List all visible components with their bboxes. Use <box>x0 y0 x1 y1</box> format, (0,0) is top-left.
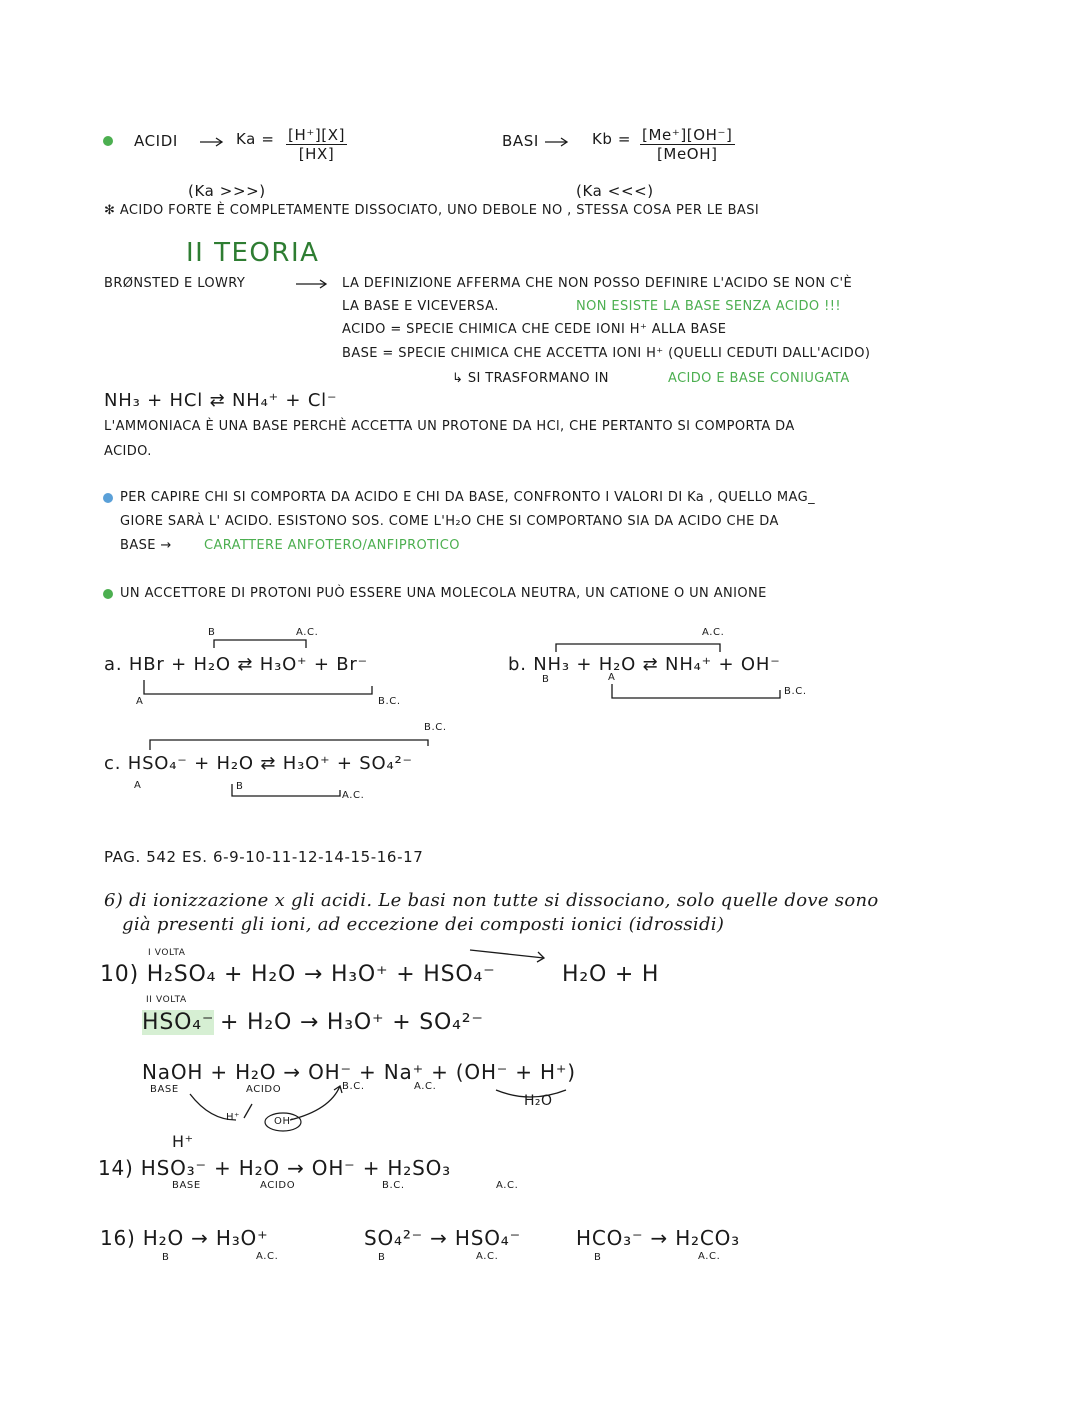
ka-strong-note: (Ka >>>) <box>188 182 266 200</box>
ka-fraction <box>286 126 347 163</box>
naoh-acid-label: ACIDO <box>246 1084 282 1095</box>
ex-c-equation: c. HSO₄⁻ + H₂O ⇄ H₃O⁺ + SO₄²⁻ <box>104 753 413 774</box>
amphoteric-label: CARATTERE ANFOTERO/ANFIPROTICO <box>204 538 460 553</box>
bullet-1-line-2: GIORE SARÀ L' ACIDO. ESISTONO SOS. COME L'H₂O CHE SI COMPORTANO SIA DA ACIDO CHE DA <box>120 514 779 529</box>
ex-a-label-ac: A.C. <box>296 627 319 638</box>
ex-a-label-a: A <box>136 696 144 707</box>
section-title: II TEORIA <box>186 238 320 268</box>
ex-c-label-a: A <box>134 780 142 791</box>
ex-b-label-bc: B.C. <box>784 686 807 697</box>
bullet-dot <box>103 136 113 146</box>
ex14-bc-label: B.C. <box>382 1180 405 1191</box>
bullet-dot <box>103 589 113 599</box>
ex-a-label-bc: B.C. <box>378 696 401 707</box>
ex16-carbonate-ac-label: A.C. <box>698 1251 721 1262</box>
ammonia-explanation-1: L'AMMONIACA È UNA BASE PERCHÈ ACCETTA UN PROTONE DA HCl, CHE PERTANTO SI COMPORTA DA <box>104 419 795 434</box>
ex10-hso4-highlight: HSO₄⁻ <box>142 1010 215 1035</box>
ex-c-label-b: B <box>236 781 244 792</box>
ex-b-label-a: A <box>608 672 616 683</box>
ex-c-label-ac: A.C. <box>342 790 365 801</box>
kb-denominator: [MeOH] <box>656 145 718 163</box>
theory-line-1: LA DEFINIZIONE AFFERMA CHE NON POSSO DEFINIRE L'ACIDO SE NON C'È <box>342 276 853 291</box>
theory-line-2-emphasis: NON ESISTE LA BASE SENZA ACIDO !!! <box>576 299 841 314</box>
strong-acid-note: ✻ ACIDO FORTE È COMPLETAMENTE DISSOCIATO, UNO DEBOLE NO , STESSA COSA PER LE BASI <box>104 203 760 218</box>
ex14-proton-label: H⁺ <box>172 1132 194 1151</box>
naoh-water-label: H₂O <box>524 1093 553 1109</box>
theory-line-2: LA BASE E VICEVERSA. <box>342 299 499 314</box>
ammonia-explanation-2: ACIDO. <box>104 444 152 459</box>
theory-authors: BRØNSTED E LOWRY <box>104 276 246 291</box>
exercises-header: PAG. 542 ES. 6-9-10-11-12-14-15-16-17 <box>104 848 424 866</box>
ex10-first-step-label: I VOLTA <box>148 948 186 958</box>
ex-b-label-ac: A.C. <box>702 627 725 638</box>
ex-b-equation: b. NH₃ + H₂O ⇄ NH₄⁺ + OH⁻ <box>508 654 781 675</box>
ex16-sulfate-equation: SO₄²⁻ → HSO₄⁻ <box>364 1226 521 1250</box>
ka-weak-note: (Ka <<<) <box>576 182 654 200</box>
bullet-2: UN ACCETTORE DI PROTONI PUÒ ESSERE UNA MOLECOLA NEUTRA, UN CATIONE O UN ANIONE <box>120 586 767 601</box>
ex10-side-note: H₂O + H <box>562 962 660 987</box>
bullet-1-line-1: PER CAPIRE CHI SI COMPORTA DA ACIDO E CHI DA BASE, CONFRONTO I VALORI DI Ka , QUELLO MAG_ <box>120 490 815 505</box>
theory-line-5-emphasis: ACIDO E BASE CONIUGATA <box>668 371 850 386</box>
bullet-dot <box>103 493 113 503</box>
ka-label: Ka = <box>236 130 275 148</box>
ka-numerator: [H⁺][X] <box>288 126 346 144</box>
naoh-bc-label: B.C. <box>342 1081 365 1092</box>
acidi-label: ACIDI <box>134 132 178 150</box>
ex10-equation-1: 10) H₂SO₄ + H₂O → H₃O⁺ + HSO₄⁻ <box>100 962 496 987</box>
kb-numerator: [Me⁺][OH⁻] <box>642 126 733 144</box>
ex10-equation-2: + H₂O → H₃O⁺ + SO₄²⁻ <box>220 1010 484 1035</box>
ex10-second-step-label: II VOLTA <box>146 995 187 1005</box>
ex14-equation: 14) HSO₃⁻ + H₂O → OH⁻ + H₂SO₃ <box>98 1156 451 1180</box>
ex-c-label-bc: B.C. <box>424 722 447 733</box>
ex14-ac-label: A.C. <box>496 1180 519 1191</box>
ex14-acid-label: ACIDO <box>260 1180 296 1191</box>
ka-denominator: [HX] <box>298 145 335 163</box>
ex-a-label-b: B <box>208 627 216 638</box>
naoh-proton-label: H⁺ <box>226 1112 240 1123</box>
ex16-water-ac-label: A.C. <box>256 1251 279 1262</box>
ex14-base-label: BASE <box>172 1180 201 1191</box>
theory-base-definition: BASE = SPECIE CHIMICA CHE ACCETTA IONI H⁺ (QUELLI CEDUTI DALL'ACIDO) <box>342 346 871 361</box>
ex16-water-equation: 16) H₂O → H₃O⁺ <box>100 1226 269 1250</box>
bullet-1-line-3: BASE → <box>120 538 172 553</box>
naoh-hydroxide-label: OH⁻ <box>274 1116 297 1127</box>
kb-label: Kb = <box>592 130 632 148</box>
naoh-ac-label: A.C. <box>414 1081 437 1092</box>
ex16-carbonate-equation: HCO₃⁻ → H₂CO₃ <box>576 1226 740 1250</box>
ex16-sulfate-ac-label: A.C. <box>476 1251 499 1262</box>
ex16-water-b-label: B <box>162 1252 170 1263</box>
basi-label: BASI <box>502 132 539 150</box>
naoh-equation: NaOH + H₂O → OH⁻ + Na⁺ + (OH⁻ + H⁺) <box>142 1060 576 1084</box>
ex-a-equation: a. HBr + H₂O ⇄ H₃O⁺ + Br⁻ <box>104 654 368 675</box>
theory-acid-definition: ACIDO = SPECIE CHIMICA CHE CEDE IONI H⁺ ALLA BASE <box>342 322 727 337</box>
theory-line-5: ↳ SI TRASFORMANO IN <box>452 371 609 386</box>
ex-b-label-b: B <box>542 674 550 685</box>
ex6-line-2: già presenti gli ioni, ad eccezione dei composti ionici (idrossidi) <box>122 914 725 935</box>
naoh-base-label: BASE <box>150 1084 179 1095</box>
kb-fraction <box>640 126 735 163</box>
ex6-line-1: 6) di ionizzazione x gli acidi. Le basi non tutte si dissociano, solo quelle dove sono <box>104 890 879 911</box>
ex16-sulfate-b-label: B <box>378 1252 386 1263</box>
ammonia-equation: NH₃ + HCl ⇄ NH₄⁺ + Cl⁻ <box>104 390 338 411</box>
ex16-carbonate-b-label: B <box>594 1252 602 1263</box>
